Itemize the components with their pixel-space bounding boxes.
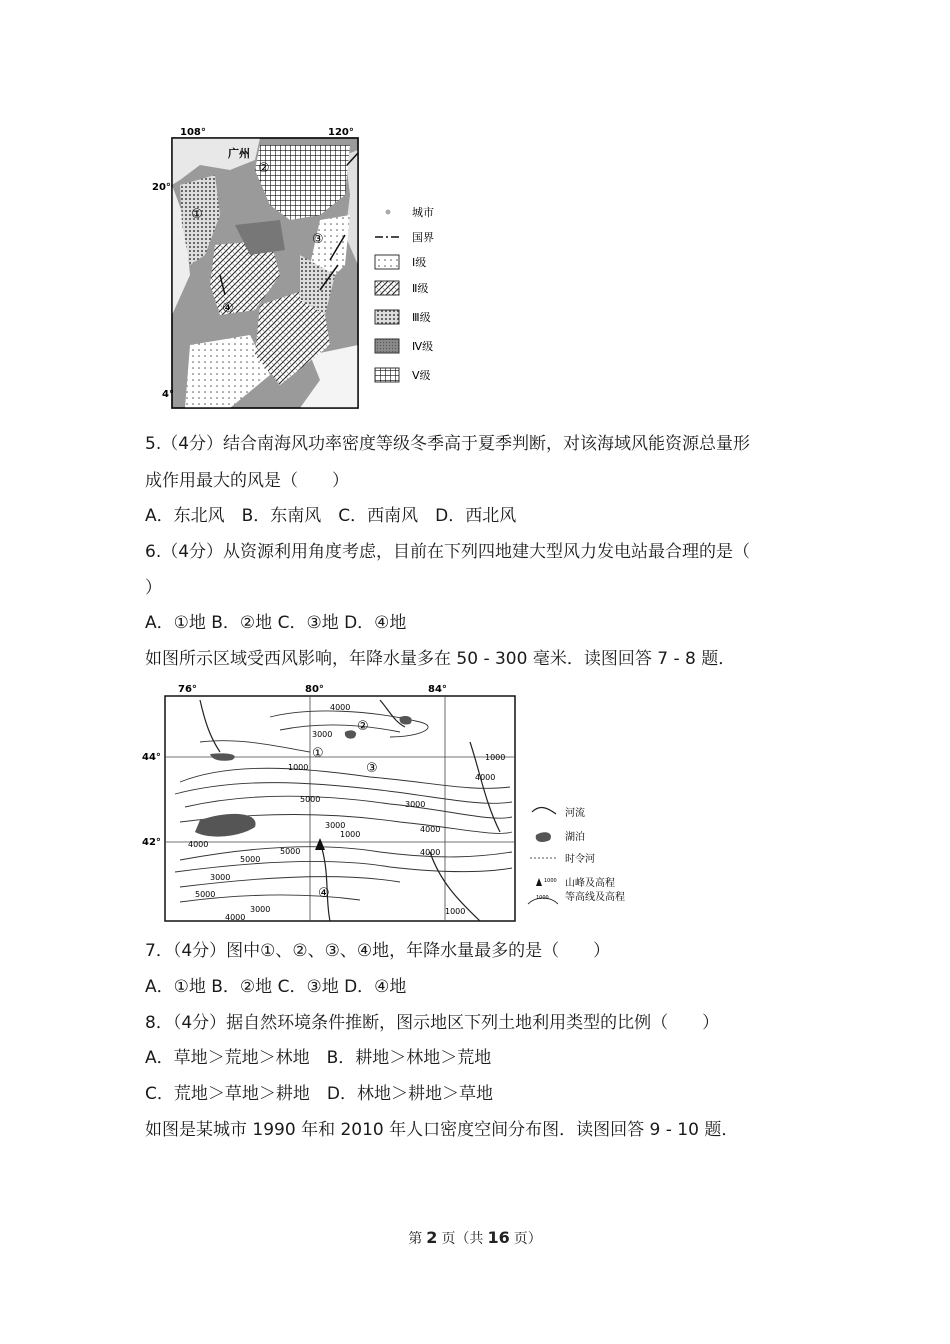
contour-label: 4000 <box>225 913 246 922</box>
legend-peak-sample: 1000 <box>544 878 557 884</box>
intro-7-8: 如图所示区域受西风影响，年降水量多在 50 - 300 毫米．读图回答 7 - 8 题． <box>145 649 736 669</box>
contour-label: 4000 <box>330 703 351 712</box>
q7-options: A．①地 B．②地 C．③地 D．④地 <box>145 977 407 997</box>
contour-label: 5000 <box>195 890 216 899</box>
map1-legend <box>375 206 434 382</box>
q8-options-line-1: A．草地＞荒地＞林地 B．耕地＞林地＞荒地 <box>145 1048 492 1068</box>
legend-level-1: Ⅰ级 <box>412 256 427 269</box>
marker-1: ① <box>312 746 324 761</box>
legend-level-2: Ⅱ级 <box>412 282 429 295</box>
contour-label: 3000 <box>210 873 231 882</box>
footer-suffix: 页） <box>513 1231 542 1247</box>
legend-lake: 湖泊 <box>565 832 585 843</box>
q6-options: A．①地 B．②地 C．③地 D．④地 <box>145 613 407 633</box>
legend-seasonal-river: 时令河 <box>565 854 595 865</box>
q8-options-line-2: C．荒地＞草地＞耕地 D．林地＞耕地＞草地 <box>145 1084 493 1104</box>
lat-42-label: 42° <box>142 837 161 848</box>
peak-elevation: 5000 <box>280 847 301 856</box>
contour-label: 3000 <box>312 730 333 739</box>
footer-middle: 页（共 <box>441 1231 484 1247</box>
legend-contour-sample: 1000 <box>536 895 549 901</box>
q5-stem-line-1: 5.（4分）结合南海风功率密度等级冬季高于夏季判断，对该海域风能资源总量形 <box>145 434 751 454</box>
contour-label: 3000 <box>325 821 346 830</box>
page-number: 2 <box>426 1228 438 1247</box>
lat-44-label: 44° <box>142 752 161 763</box>
contour-label: 5000 <box>300 795 321 804</box>
legend-level-5: Ⅴ级 <box>412 369 431 382</box>
map2-legend <box>528 806 625 904</box>
contour-label: 4000 <box>475 773 496 782</box>
total-pages: 16 <box>487 1228 510 1247</box>
legend-peak: 山峰及高程 <box>565 878 615 889</box>
lat-20-label: 20° <box>152 182 171 193</box>
legend-border: 国界 <box>412 231 434 244</box>
footer-prefix: 第 <box>408 1231 423 1247</box>
q8-stem: 8．（4分）据自然环境条件推断，图示地区下列土地利用类型的比例（ ） <box>145 1013 720 1033</box>
city-guangzhou-label: 广州 <box>228 147 250 160</box>
legend-contour: 等高线及高程 <box>565 892 625 903</box>
contour-label: 4000 <box>420 825 441 834</box>
marker-4: ④ <box>222 301 234 316</box>
contour-map <box>140 682 640 927</box>
contour-label: 5000 <box>240 855 261 864</box>
page-footer <box>0 1228 950 1248</box>
lon-120-label: 120° <box>328 127 354 138</box>
contour-label: 1000 <box>340 830 361 839</box>
legend-level-4: Ⅳ级 <box>412 340 434 353</box>
marker-3: ③ <box>312 232 324 247</box>
contour-label: 3000 <box>250 905 271 914</box>
contour-label: 3000 <box>405 800 426 809</box>
legend-city: 城市 <box>412 206 434 219</box>
marker-2: ② <box>357 719 369 734</box>
marker-1: ① <box>191 207 203 222</box>
q5-stem-line-2: 成作用最大的风是（ ） <box>145 471 349 491</box>
lon-108-label: 108° <box>180 127 206 138</box>
q6-stem-line-2: ） <box>145 578 162 598</box>
contour-label: 1000 <box>288 763 309 772</box>
marker-2: ② <box>258 161 270 176</box>
q7-stem: 7．（4分）图中①、②、③、④地，年降水量最多的是（ ） <box>145 941 611 961</box>
wind-power-map <box>152 125 450 415</box>
contour-label: 1000 <box>445 907 466 916</box>
contour-label: 4000 <box>188 840 209 849</box>
q6-stem-line-1: 6.（4分）从资源利用角度考虑，目前在下列四地建大型风力发电站最合理的是（ <box>145 542 751 562</box>
marker-3: ③ <box>366 761 378 776</box>
legend-river: 河流 <box>565 808 585 819</box>
intro-9-10: 如图是某城市 1990 年和 2010 年人口密度空间分布图．读图回答 9 - 10 题． <box>145 1120 739 1140</box>
lon-76-label: 76° <box>178 684 197 695</box>
contour-label: 1000 <box>485 753 506 762</box>
legend-level-3: Ⅲ级 <box>412 311 431 324</box>
lat-4-label: 4° <box>162 389 174 400</box>
q5-options: A．东北风 B．东南风 C．西南风 D．西北风 <box>145 506 517 526</box>
marker-4: ④ <box>318 886 330 901</box>
contour-label: 4000 <box>420 848 441 857</box>
lon-84-label: 84° <box>428 684 447 695</box>
lon-80-label: 80° <box>305 684 324 695</box>
